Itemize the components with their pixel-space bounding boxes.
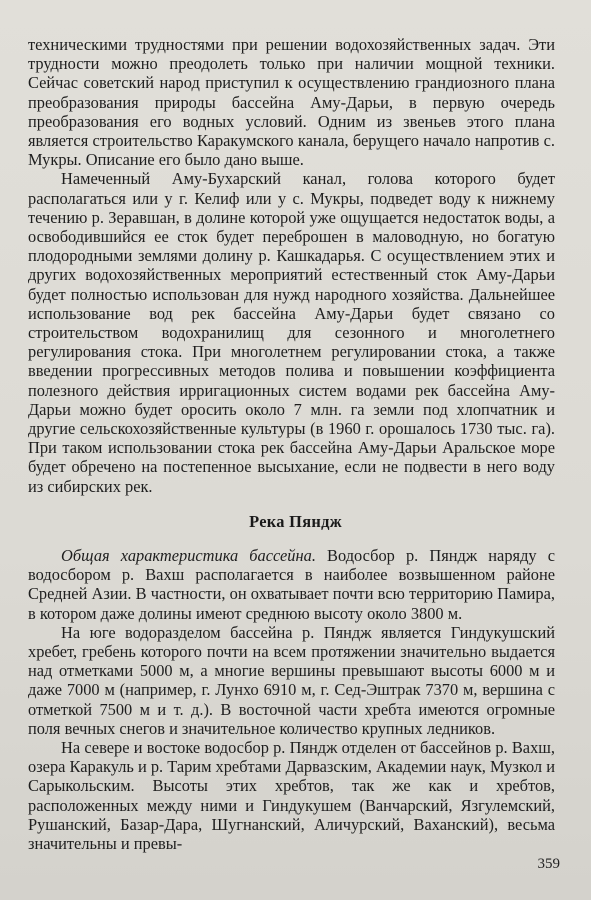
paragraph-lead-italic: Общая характеристика бассейна. [61,546,316,565]
paragraph-amu-bukhara-canal: Намеченный Аму-Бухарский канал, голова которого будет располагаться или у г. Келиф или у с. Мукры, подведет воду к нижнему течению р. Зеравшан, в долине которой уже ощущается недостаток воды, а освободившийся ее сток будет переброшен в маловодную, но богатую плодородными землями долину р. Кашкадарья. С осуществлением этих и других водохозяйственных мероприятий естественный сток Аму-Дарьи будет полностью использован для нужд народного хозяйства. Дальнейшее использование вод рек бассейна Аму-Дарьи будет связано со строительством водохранилищ для сезонного и многолетнего регулирования стока. При многолетнем регулировании стока, а также введении прогрессивных методов полива и повышении коэффициента полезного действия ирригационных систем водами рек бассейна Аму-Дарьи можно будет оросить около 7 млн. га земли под хлопчатник и другие сельскохозяйственные культуры (в 1960 г. орошалось 1730 тыс. га). При таком использовании стока рек бассейна Аму-Дарьи Аральское море будет обречено на постепенное высыхание, если не подвести в него воду из сибирских рек. [28,169,555,496]
text-block-upper [28,35,555,496]
page-number: 359 [537,856,560,872]
paragraph-continuation: техническими трудностями при решении водохозяйственных задач. Эти трудности можно преодолеть только при наличии мощной техники. Сейчас советский народ приступил к осуществлению грандиозного плана преобразования природы бассейна Аму-Дарьи, в первую очередь преобразования его водных условий. Одним из звеньев этого плана является строительство Каракумского канала, берущего начало напротив с. Мукры. Описание его было дано выше. [28,35,555,170]
paragraph-basin-overview [28,546,555,623]
paragraph-hindu-kush: На юге водоразделом бассейна р. Пяндж является Гиндукушский хребет, гребень которого почти на всем протяжении значительно выдается над отметками 5000 м, а многие вершины превышают высоты 6000 м и даже 7000 м (например, г. Лунхо 6910 м, г. Сед-Эштрак 7370 м, вершина с отметкой 7500 м и т. д.). В восточной части хребта имеются огромные поля вечных снегов и значительное количество крупных ледников. [28,622,555,738]
section-heading: Река Пяндж [249,512,342,531]
text-block-lower [28,546,555,853]
paragraph-north-east-ranges: На севере и востоке водосбор р. Пяндж отделен от бассейнов р. Вахш, озера Каракуль и р. Тарим хребтами Дарвазским, Академии наук, Музкол и Сарыкольским. Высоты этих хребтов, так же как и хребтов, расположенных между ними и Гиндукушем (Ванчарский, Язгулемский, Рушанский, Базар-Дара, Шугнанский, Аличурский, Ваханский), весьма значительны и превы- [28,738,555,854]
paragraph-basin-overview-body: Водосбор р. Пяндж наряду с водосбором р. Вахш располагается в наиболее возвышенном районе Средней Азии. В частности, он охватывает почти всю территорию Памира, в котором даже долины имеют среднюю высоту около 3800 м. [28,546,555,623]
